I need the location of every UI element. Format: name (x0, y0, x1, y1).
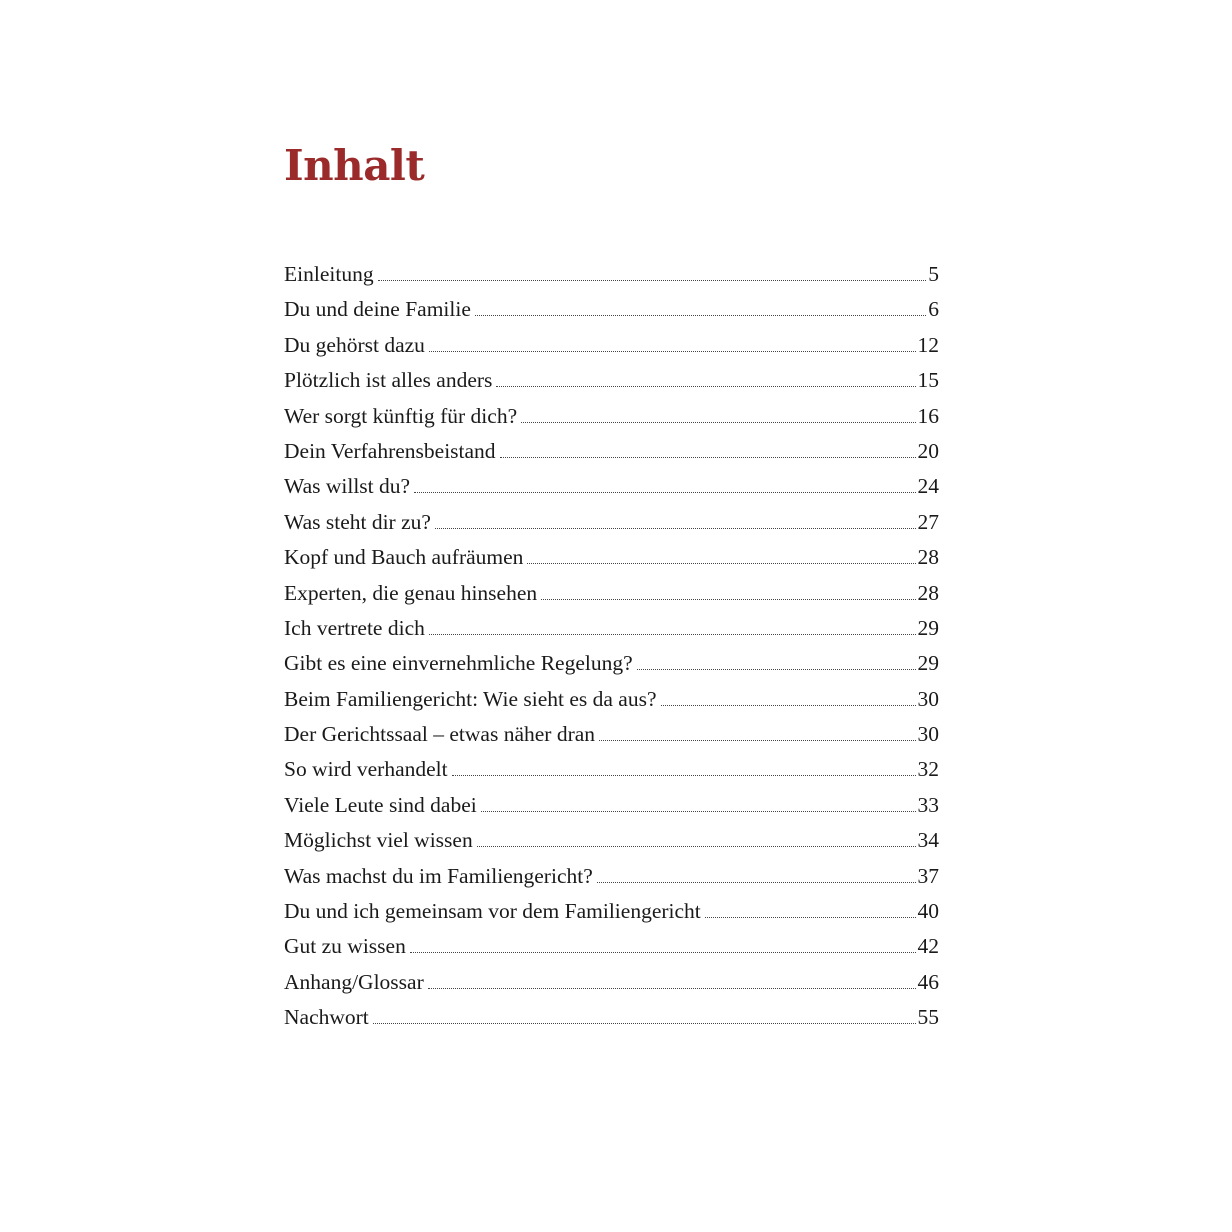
toc-entry (284, 970, 939, 1005)
toc-dot-leader (521, 421, 915, 423)
toc-entry-label: Du und ich gemeinsam vor dem Familiengericht (284, 899, 701, 924)
toc-dot-leader (429, 350, 916, 352)
toc-entry (284, 368, 939, 403)
toc-entry (284, 757, 939, 792)
toc-entry-page-number: 33 (917, 792, 939, 817)
toc-dot-leader (428, 987, 916, 989)
toc-entry-page-number: 42 (917, 934, 939, 959)
toc-entry-page-number: 30 (917, 686, 939, 711)
toc-entry-page-number: 37 (917, 863, 939, 888)
toc-entry-page-number: 28 (917, 580, 939, 605)
page-title: Inhalt (284, 141, 425, 190)
toc-entry-label: Der Gerichtssaal – etwas näher dran (284, 722, 596, 747)
toc-entry-page-number: 40 (917, 899, 939, 924)
toc-entry (284, 545, 939, 580)
toc-entry-label: Wer sorgt künftig für dich? (284, 403, 518, 428)
toc-dot-leader (541, 598, 915, 600)
toc-dot-leader (500, 456, 916, 458)
toc-entry-label: So wird verhandelt (284, 757, 448, 782)
toc-entry (284, 297, 939, 332)
toc-entry-label: Du gehörst dazu (284, 332, 425, 357)
toc-entry-page-number: 30 (917, 722, 939, 747)
toc-dot-leader (597, 881, 916, 883)
toc-dot-leader (435, 527, 916, 529)
toc-entry-page-number: 16 (917, 403, 939, 428)
toc-entry (284, 722, 939, 757)
toc-entry-page-number: 34 (917, 828, 939, 853)
toc-dot-leader (410, 951, 916, 953)
toc-entry-label: Was machst du im Familiengericht? (284, 863, 593, 888)
toc-dot-leader (378, 279, 927, 281)
toc-dot-leader (599, 739, 915, 741)
toc-entry-page-number: 24 (917, 474, 939, 499)
toc-entry-label: Dein Verfahrensbeistand (284, 438, 496, 463)
toc-dot-leader (429, 633, 916, 635)
toc-entry-label: Anhang/Glossar (284, 969, 424, 994)
toc-dot-leader (414, 491, 915, 493)
toc-entry (284, 1005, 939, 1040)
toc-entry (284, 934, 939, 969)
toc-entry (284, 651, 939, 686)
toc-dot-leader (705, 916, 916, 918)
toc-entry-page-number: 15 (917, 368, 939, 393)
toc-entry (284, 616, 939, 651)
toc-entry (284, 404, 939, 439)
toc-entry-page-number: 20 (917, 438, 939, 463)
toc-dot-leader (496, 385, 915, 387)
toc-dot-leader (475, 314, 926, 316)
toc-dot-leader (661, 704, 916, 706)
toc-entry (284, 581, 939, 616)
toc-entry (284, 510, 939, 545)
toc-dot-leader (481, 810, 916, 812)
toc-dot-leader (373, 1022, 916, 1024)
toc-entry-page-number: 55 (917, 1005, 939, 1030)
toc-dot-leader (452, 774, 916, 776)
toc-entry-label: Möglichst viel wissen (284, 828, 473, 853)
toc-entry-label: Du und deine Familie (284, 297, 471, 322)
toc-entry-page-number: 29 (917, 615, 939, 640)
toc-entry (284, 333, 939, 368)
toc-dot-leader (527, 562, 915, 564)
toc-entry (284, 899, 939, 934)
toc-entry-page-number: 28 (917, 545, 939, 570)
toc-entry-page-number: 6 (928, 297, 939, 322)
toc-entry-page-number: 46 (917, 969, 939, 994)
toc-entry-label: Nachwort (284, 1005, 369, 1030)
toc-entry-page-number: 29 (917, 651, 939, 676)
toc-entry (284, 864, 939, 899)
toc-entry (284, 687, 939, 722)
toc-entry (284, 793, 939, 828)
toc-entry-page-number: 5 (928, 262, 939, 286)
table-of-contents (284, 262, 939, 1041)
toc-entry (284, 474, 939, 509)
toc-entry-label: Einleitung (284, 262, 374, 286)
toc-entry-label: Gut zu wissen (284, 934, 406, 959)
toc-entry (284, 262, 939, 297)
toc-entry-label: Was willst du? (284, 474, 411, 499)
toc-dot-leader (637, 668, 916, 670)
toc-entry-label: Was steht dir zu? (284, 509, 431, 534)
toc-entry-page-number: 27 (917, 509, 939, 534)
toc-entry-page-number: 32 (917, 757, 939, 782)
toc-entry-label: Beim Familiengericht: Wie sieht es da aus? (284, 686, 657, 711)
toc-entry-page-number: 12 (917, 332, 939, 357)
toc-entry-label: Ich vertrete dich (284, 615, 425, 640)
toc-entry-label: Gibt es eine einvernehmliche Regelung? (284, 651, 633, 676)
toc-entry (284, 439, 939, 474)
toc-entry-label: Viele Leute sind dabei (284, 792, 477, 817)
toc-entry-label: Plötzlich ist alles anders (284, 368, 493, 393)
toc-dot-leader (477, 845, 916, 847)
toc-entry-label: Experten, die genau hinsehen (284, 580, 538, 605)
toc-entry (284, 828, 939, 863)
toc-entry-label: Kopf und Bauch aufräumen (284, 545, 524, 570)
